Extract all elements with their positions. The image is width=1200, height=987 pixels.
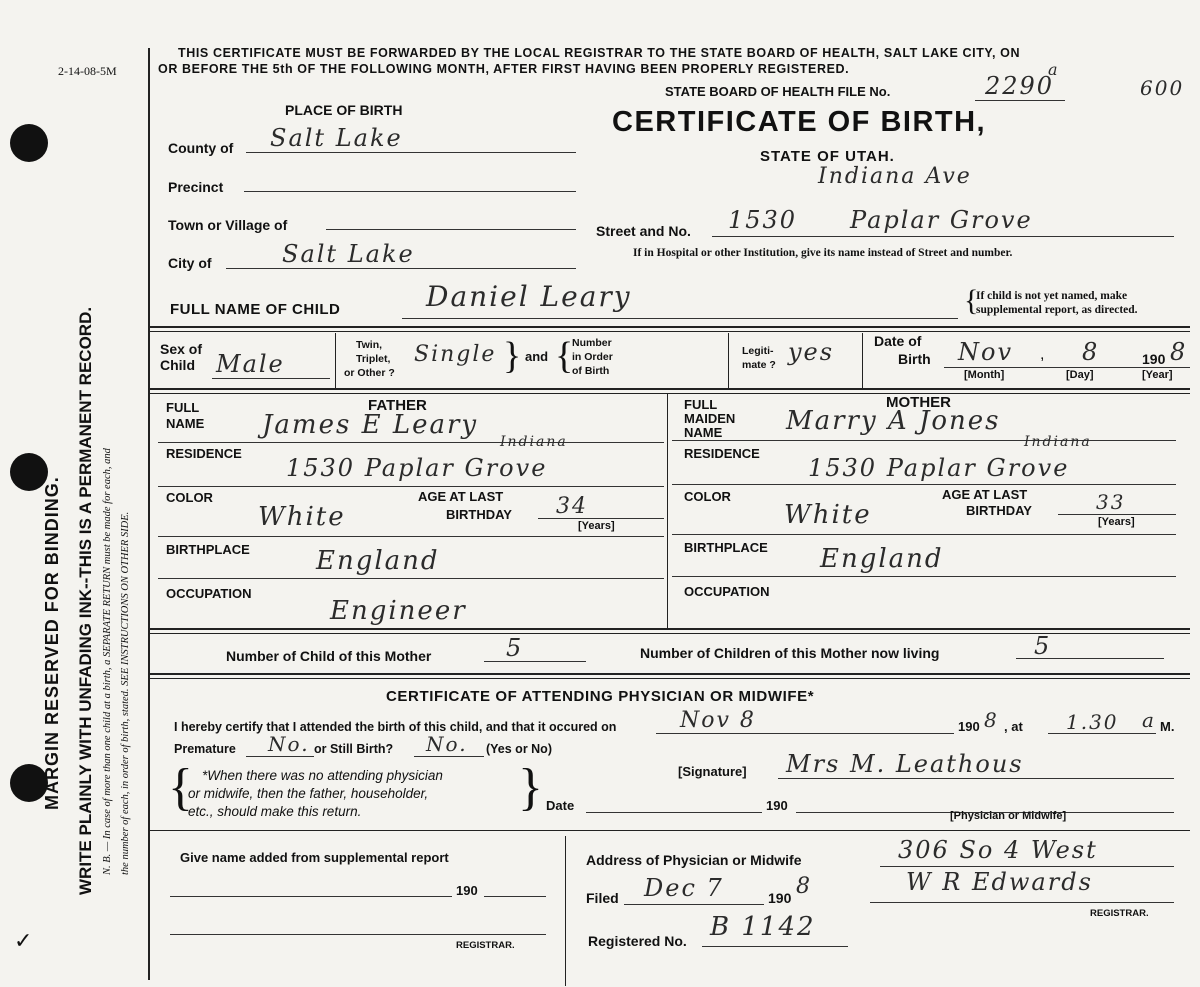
registered-line — [702, 946, 848, 947]
physician-signature: Mrs M. Leathous — [786, 750, 1024, 778]
state-label: STATE OF UTAH. — [760, 148, 895, 165]
margin-mark: ✓ — [14, 928, 33, 953]
sex-value: Male — [216, 350, 285, 378]
filed-line — [624, 904, 764, 905]
dob-day-value: 8 — [1082, 338, 1100, 366]
street-line — [712, 236, 1174, 237]
father-age-line — [538, 518, 664, 519]
mother-name-label: NAME — [684, 425, 723, 440]
dob-month-value: Nov — [958, 338, 1014, 366]
precinct-label: Precinct — [168, 179, 224, 195]
twin-value: Single — [414, 342, 497, 367]
and-label: and — [525, 349, 549, 364]
street-number-value: 1530 — [728, 206, 798, 234]
row-divider — [335, 333, 336, 388]
child-number-label: Number of Child of this Mother — [226, 648, 432, 664]
father-age-value: 34 — [556, 494, 588, 519]
mother-maiden-label: MAIDEN — [684, 411, 736, 426]
physician-date-line — [586, 812, 762, 813]
premature-value: No. — [268, 732, 310, 756]
mother-age-value: 33 — [1096, 490, 1126, 514]
at-label: , at — [1004, 719, 1023, 734]
legit-label-line2: mate ? — [742, 359, 776, 371]
address-line — [880, 866, 1174, 867]
living-children-line — [1016, 658, 1164, 659]
father-color-line — [158, 536, 664, 537]
mother-age-line — [1058, 514, 1176, 515]
father-birthplace-line — [158, 578, 664, 579]
still-birth-line — [414, 756, 484, 757]
county-value: Salt Lake — [270, 124, 403, 152]
mother-age-label2: BIRTHDAY — [966, 503, 1032, 518]
father-color-value: White — [258, 502, 346, 532]
mother-residence-above: Indiana — [1024, 434, 1092, 450]
signature-label: [Signature] — [678, 764, 747, 779]
supplemental-registrar-line — [170, 934, 546, 935]
registrar-signature: W R Edwards — [906, 868, 1093, 896]
supplemental-year: 190 — [456, 883, 478, 898]
still-birth-value: No. — [426, 732, 468, 756]
section-rule — [150, 830, 1190, 831]
mother-residence-line — [672, 484, 1176, 485]
mother-color-line — [672, 534, 1176, 535]
twin-label-line3: or Other ? — [344, 367, 395, 379]
order-brace: { — [555, 335, 574, 377]
father-name-line — [158, 442, 664, 443]
filed-value: Dec 7 — [644, 874, 724, 902]
section-rule — [150, 326, 1190, 328]
street-above-value: Indiana Ave — [818, 164, 972, 189]
registrar-line — [870, 902, 1174, 903]
birth-date-value: Nov 8 — [680, 708, 756, 733]
form-code: 2-14-08-5M — [58, 64, 117, 78]
premature-label: Premature — [174, 742, 236, 756]
margin-binding-text: MARGIN RESERVED FOR BINDING. — [42, 476, 62, 810]
father-heading: FATHER — [368, 397, 427, 414]
margin-ink-text: WRITE PLAINLY WITH UNFADING INK--THIS IS A PERMANENT RECORD. — [76, 306, 95, 895]
dob-month-caption: [Month] — [964, 369, 1005, 381]
margin-rule — [148, 48, 150, 980]
father-age-label1: AGE AT LAST — [418, 489, 504, 504]
bottom-divider — [565, 836, 566, 986]
filed-year-prefix: 190 — [768, 890, 792, 906]
twin-label-line2: Triplet, — [356, 353, 391, 365]
father-color-label: COLOR — [166, 490, 213, 505]
corner-number: 600 — [1140, 76, 1185, 100]
mother-full-label: FULL — [684, 397, 718, 412]
file-number: 2290 — [985, 72, 1055, 100]
address-value: 306 So 4 West — [898, 836, 1098, 864]
father-occupation-label: OCCUPATION — [166, 586, 252, 601]
hospital-note: If in Hospital or other Institution, give its name instead of Street and number. — [633, 247, 1013, 259]
margin-nb-line2: the number of each, in order of birth, stated. SEE INSTRUCTIONS ON OTHER SIDE. — [120, 511, 131, 875]
section-rule — [150, 331, 1190, 332]
mother-heading: MOTHER — [886, 394, 951, 411]
mother-birthplace-line — [672, 576, 1176, 577]
filed-year-digit: 8 — [796, 874, 812, 899]
child-name-note-line2: supplemental report, as directed. — [976, 304, 1138, 316]
mother-name-value: Marry A Jones — [786, 406, 1001, 436]
father-name-value: James E Leary — [262, 410, 479, 440]
parents-divider — [667, 394, 668, 630]
legit-value: yes — [788, 338, 835, 366]
living-children-label: Number of Children of this Mother now living — [640, 645, 940, 661]
header-notice-line1: THIS CERTIFICATE MUST BE FORWARDED BY THE LOCAL REGISTRAR TO THE STATE BOARD OF HEALTH, SALT LAKE CITY, ON — [178, 46, 1021, 60]
mother-birthplace-value: England — [820, 544, 944, 574]
dob-year-digit: 8 — [1170, 338, 1188, 366]
birth-time-line — [1048, 733, 1156, 734]
street-label: Street and No. — [596, 223, 691, 239]
margin-nb-line1: N. B. — In case of more than one child at a birth, a SEPARATE RETURN must be made for each, and — [102, 448, 113, 875]
twin-brace: } — [503, 335, 522, 377]
birth-year-digit: 8 — [984, 708, 999, 732]
physician-note-line1: *When there was no attending physician — [202, 768, 443, 783]
town-label: Town or Village of — [168, 217, 288, 233]
sex-label-line2: Child — [160, 357, 195, 373]
registered-label: Registered No. — [588, 933, 687, 949]
section-rule — [150, 393, 1190, 394]
father-residence-label: RESIDENCE — [166, 446, 242, 461]
physician-note-line2: or midwife, then the father, householder, — [188, 786, 429, 801]
sex-label-line1: Sex of — [160, 341, 203, 357]
address-label: Address of Physician or Midwife — [586, 852, 802, 868]
father-birthplace-label: BIRTHPLACE — [166, 542, 250, 557]
sex-line — [212, 378, 330, 379]
legit-label-line1: Legiti- — [742, 345, 774, 357]
birth-year-prefix: 190 — [958, 719, 980, 734]
town-line — [326, 229, 576, 230]
child-number-line — [484, 661, 586, 662]
physician-date-year: 190 — [766, 798, 788, 813]
physician-heading: CERTIFICATE OF ATTENDING PHYSICIAN OR MIDWIFE* — [386, 688, 815, 705]
child-name-label: FULL NAME OF CHILD — [170, 301, 341, 318]
dob-comma: , — [1040, 346, 1045, 363]
father-full-label: FULL — [166, 400, 200, 415]
child-name-line — [402, 318, 958, 319]
note-brace-left: { — [168, 759, 193, 816]
note-brace-right: } — [518, 759, 543, 816]
mother-color-value: White — [784, 500, 872, 530]
street-name-value: Paplar Grove — [850, 206, 1033, 234]
signature-line — [778, 778, 1174, 779]
supplemental-line — [170, 896, 452, 897]
place-of-birth-heading: PLACE OF BIRTH — [285, 102, 403, 118]
section-rule — [150, 388, 1190, 390]
physician-note-line3: etc., should make this return. — [188, 804, 362, 819]
dob-year-caption: [Year] — [1142, 369, 1173, 381]
child-name-note-line1: If child is not yet named, make — [976, 290, 1128, 302]
header-notice-line2: OR BEFORE THE 5th OF THE FOLLOWING MONTH, AFTER FIRST HAVING BEEN PROPERLY REGISTERED. — [158, 62, 850, 76]
birth-ampm-value: a — [1142, 708, 1156, 732]
certificate-title: CERTIFICATE OF BIRTH, — [612, 106, 987, 138]
supplemental-registrar: REGISTRAR. — [456, 940, 515, 951]
order-label-line1: Number — [572, 337, 612, 349]
father-residence-line — [158, 486, 664, 487]
mother-residence-label: RESIDENCE — [684, 446, 760, 461]
county-line — [246, 152, 576, 153]
registrar-caption: REGISTRAR. — [1090, 908, 1149, 919]
section-rule — [150, 628, 1190, 630]
city-value: Salt Lake — [282, 240, 415, 268]
row-divider — [728, 333, 729, 388]
birth-time-value: 1.30 — [1066, 710, 1119, 734]
dob-year-prefix: 190 — [1142, 351, 1166, 367]
supplemental-year-line — [484, 896, 546, 897]
dob-label-line2: Birth — [898, 351, 931, 367]
supplemental-label: Give name added from supplemental report — [180, 850, 449, 865]
mother-name-line — [672, 440, 1176, 441]
precinct-line — [244, 191, 576, 192]
child-number-value: 5 — [506, 634, 524, 662]
county-label: County of — [168, 140, 234, 156]
order-label-line3: of Birth — [572, 365, 610, 377]
father-residence-above: Indiana — [500, 434, 568, 450]
file-number-line — [975, 100, 1065, 101]
mother-residence-value: 1530 Paplar Grove — [808, 454, 1070, 482]
father-name-label: NAME — [166, 416, 205, 431]
physician-certify-text: I hereby certify that I attended the birth of this child, and that it occured on — [174, 720, 617, 734]
father-occupation-value: Engineer — [330, 596, 467, 626]
child-name-note-brace: { — [964, 284, 979, 317]
dob-line — [944, 367, 1190, 368]
filed-label: Filed — [586, 890, 619, 906]
order-label-line2: in Order — [572, 351, 613, 363]
dob-label-line1: Date of — [874, 333, 922, 349]
file-number-label: STATE BOARD OF HEALTH FILE No. — [665, 84, 891, 99]
father-residence-value: 1530 Paplar Grove — [286, 454, 548, 482]
binding-hole — [10, 124, 48, 162]
mother-birthplace-label: BIRTHPLACE — [684, 540, 768, 555]
role-caption: [Physician or Midwife] — [950, 810, 1067, 822]
mother-occupation-label: OCCUPATION — [684, 584, 770, 599]
city-line — [226, 268, 576, 269]
dob-day-caption: [Day] — [1066, 369, 1094, 381]
mother-years-caption: [Years] — [1098, 516, 1135, 528]
section-rule — [150, 678, 1190, 679]
file-number-suffix: a — [1048, 60, 1060, 79]
birth-m-label: M. — [1160, 719, 1175, 734]
section-rule — [150, 673, 1190, 675]
father-age-label2: BIRTHDAY — [446, 507, 512, 522]
city-label: City of — [168, 255, 212, 271]
yes-no-label: (Yes or No) — [486, 742, 552, 756]
birth-date-line — [656, 733, 954, 734]
still-birth-label: or Still Birth? — [314, 742, 394, 756]
father-birthplace-value: England — [316, 546, 440, 576]
physician-date-label: Date — [546, 798, 575, 813]
row-divider — [862, 333, 863, 388]
mother-age-label1: AGE AT LAST — [942, 487, 1028, 502]
living-children-value: 5 — [1034, 632, 1052, 660]
twin-label-line1: Twin, — [356, 339, 383, 351]
premature-line — [246, 756, 314, 757]
registered-value: B 1142 — [710, 912, 816, 942]
father-years-caption: [Years] — [578, 520, 615, 532]
mother-color-label: COLOR — [684, 489, 731, 504]
child-name-value: Daniel Leary — [426, 280, 632, 313]
